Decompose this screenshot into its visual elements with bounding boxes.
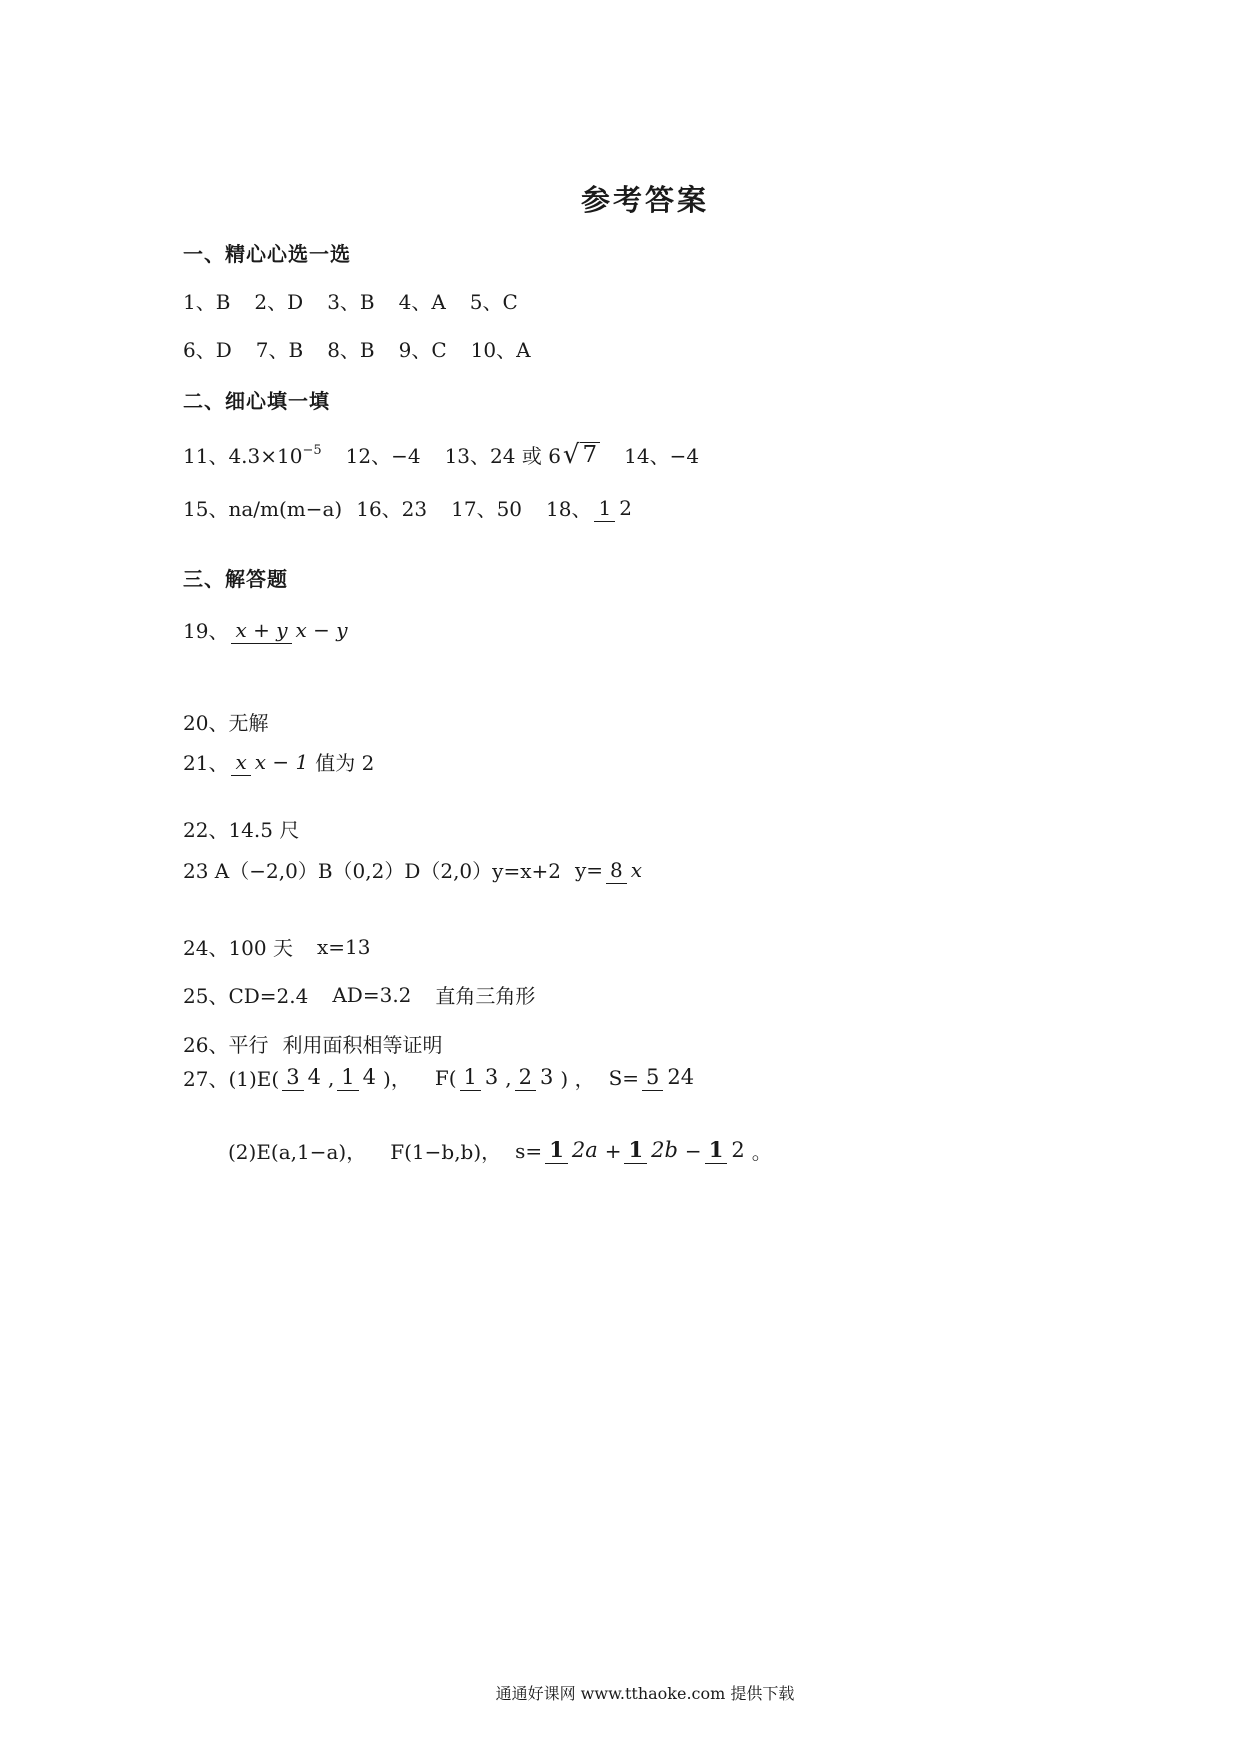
answer-q26: 26、平行 利用面积相等证明 [183,1033,443,1057]
answer-item: 4、A [398,290,446,314]
footer-source: 通通好课网 www.tthaoke.com 提供下载 [495,1684,795,1703]
exponent: −5 [302,443,322,458]
answer-item: 7、B [255,338,304,362]
answer-q12: 12、−4 [345,444,421,468]
answer-item: 5、C [469,290,518,314]
answer-q21: 21、 x x − 1 值为 2 [183,749,375,775]
answer-row-1 [183,286,518,315]
sqrt-expression: √ 7 [563,442,600,468]
answer-row-2 [183,334,531,363]
answer-item: 8、B [327,338,375,362]
answer-q19: 19、 x + y x − y [183,615,355,644]
answer-q24: 24、100 天 x=13 [183,934,371,960]
fraction-q19: x + y x − y [231,618,351,642]
answer-item: 3、B [327,290,375,314]
fraction: 1 2 [705,1138,749,1162]
answer-row-15-18 [183,493,639,522]
answer-q25: 25、CD=2.4 AD=3.2 直角三角形 [183,982,536,1008]
fraction: 5 24 [642,1065,698,1089]
answer-q15: 15、na/m(m−a) [183,497,343,521]
answer-item: 6、D [183,338,232,362]
fraction: 1 2b [624,1138,681,1162]
fraction-q21: x x − 1 [231,750,312,774]
answer-row-11-14 [183,440,699,469]
fraction: 1 4 [337,1065,380,1089]
answer-q23: 23 A（−2,0）B（0,2）D（2,0）y=x+2 y= 8 x [183,855,649,884]
answer-item: 2、D [254,290,304,314]
answer-q17: 17、50 [451,497,523,521]
fraction-q23: 8 x [606,858,646,882]
page-title: 参考答案 [580,183,709,217]
answer-q22: 22、14.5 尺 [183,818,300,842]
fraction: 2 3 [515,1065,558,1089]
fraction: 3 4 [282,1065,325,1089]
answer-q11: 11、$4.3\times 10^{-5}$ [183,443,322,468]
answer-q20: 20、无解 [183,711,269,735]
fraction: 1 3 [460,1065,503,1089]
answer-q13: 13、24 或 6 √ 7 [445,440,601,469]
answer-item: 9、C [398,338,447,362]
answer-q16: 16、23 [356,497,428,521]
answer-q14: 14、−4 [624,444,700,468]
section-heading-choice: 一、精心心选一选 [183,242,351,266]
fraction: 1 2a [545,1138,602,1162]
section-heading-solve: 三、解答题 [183,567,288,591]
fraction-q18: 1 2 [594,496,635,520]
answer-q27-part1: 27、(1)E( 3 4 , 1 4 )， F( 1 3 , 2 3 ) ， S= 5 24 [183,1063,701,1092]
answer-q27-part2: (2)E(a,1−a)， F(1−b,b)， s= 1 2a + 1 2b − 1 2 。 [228,1137,772,1164]
section-heading-fill: 二、细心填一填 [183,389,330,413]
answer-q18-label: 18、 [546,497,592,521]
answer-item: 1、B [183,290,231,314]
answer-item: 10、A [470,338,531,362]
